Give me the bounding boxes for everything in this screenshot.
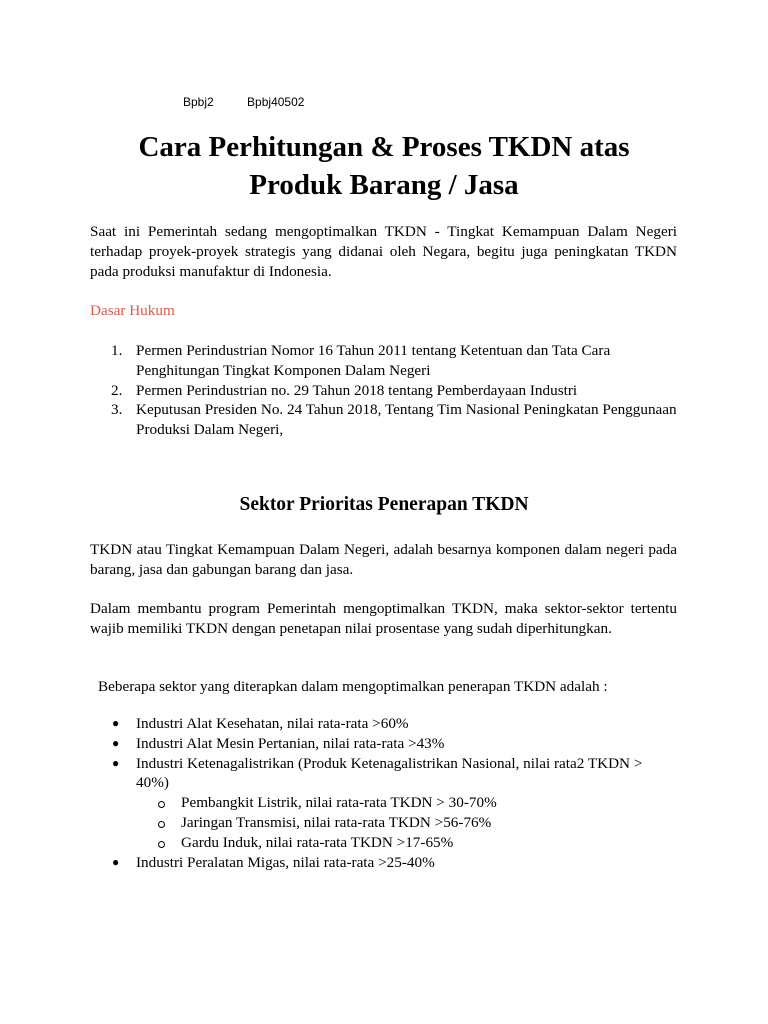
- legal-item-text: Permen Perindustrian no. 29 Tahun 2018 tentang Pemberdayaan Industri: [136, 381, 578, 399]
- legal-item: [108, 381, 678, 401]
- bullet-icon: ●: [112, 755, 120, 770]
- header-code-2: Bpbj40502: [247, 95, 305, 109]
- sector-item-text: Industri Peralatan Migas, nilai rata-rata >25-40%: [136, 853, 435, 871]
- legal-basis-list: [108, 341, 678, 440]
- definition-paragraph: TKDN atau Tingkat Kemampuan Dalam Negeri, adalah besarnya komponen dalam negeri pada barang, jasa dan gabungan barang dan jasa.: [90, 541, 677, 578]
- sectors-intro: Beberapa sektor yang diterapkan dalam mengoptimalkan penerapan TKDN adalah :: [98, 678, 608, 695]
- circle-bullet-icon: [158, 821, 165, 828]
- sub-sector-text: Jaringan Transmisi, nilai rata-rata TKDN >56-76%: [181, 813, 492, 831]
- sub-sector-text: Pembangkit Listrik, nilai rata-rata TKDN > 30-70%: [181, 794, 497, 812]
- bullet-icon: ●: [112, 854, 120, 869]
- title-line-2: Produk Barang / Jasa: [249, 169, 519, 201]
- intro-paragraph: Saat ini Pemerintah sedang mengoptimalkan TKDN - Tingkat Kemampuan Dalam Negeri terhadap proyek-proyek strategis yang didanai oleh Negara, begitu juga peningkatan TKDN pada produksi manufaktur di Indonesia.: [90, 223, 677, 280]
- program-paragraph: Dalam membantu program Pemerintah mengoptimalkan TKDN, maka sektor-sektor tertentu wajib memiliki TKDN dengan penetapan nilai prosentase yang sudah diperhitungkan.: [90, 600, 677, 637]
- legal-basis-heading: Dasar Hukum: [90, 302, 175, 319]
- header-codes: [183, 95, 304, 109]
- title-line-1: Cara Perhitungan & Proses TKDN atas: [138, 131, 630, 163]
- sub-sector-list: [136, 793, 678, 852]
- sector-item: [108, 853, 678, 873]
- sector-item-text: Industri Ketenagalistrikan (Produk Ketenagalistrikan Nasional, nilai rata2 TKDN > 40%): [136, 754, 643, 792]
- sector-item-text: Industri Alat Kesehatan, nilai rata-rata >60%: [136, 715, 409, 732]
- sector-item: [108, 754, 678, 853]
- legal-item-number: 1.: [111, 342, 123, 359]
- circle-bullet-icon: [158, 841, 165, 848]
- sector-item: [108, 714, 678, 734]
- legal-item-number: 2.: [111, 381, 123, 399]
- legal-item-text: Permen Perindustrian Nomor 16 Tahun 2011 tentang Ketentuan dan Tata Cara Penghitungan Tingkat Komponen Dalam Negeri: [136, 342, 611, 379]
- sub-sector-item: [136, 813, 678, 833]
- legal-item-text: Keputusan Presiden No. 24 Tahun 2018, Tentang Tim Nasional Peningkatan Penggunaan Produksi Dalam Negeri,: [136, 401, 677, 439]
- legal-item: [108, 341, 678, 381]
- document-title: [90, 128, 678, 204]
- circle-bullet-icon: [158, 801, 165, 808]
- sector-item: [108, 734, 678, 754]
- sub-sector-item: [136, 793, 678, 813]
- sub-sector-item: [136, 833, 678, 853]
- bullet-icon: ●: [112, 716, 120, 730]
- sub-sector-text: Gardu Induk, nilai rata-rata TKDN >17-65%: [181, 833, 454, 851]
- bullet-icon: ●: [112, 735, 120, 750]
- legal-item: [108, 400, 678, 440]
- sector-list: [108, 714, 678, 872]
- legal-item-number: 3.: [111, 401, 123, 419]
- header-code-1: Bpbj2: [183, 95, 214, 109]
- sector-item-text: Industri Alat Mesin Pertanian, nilai rata-rata >43%: [136, 734, 445, 752]
- section-heading: Sektor Prioritas Penerapan TKDN: [239, 494, 529, 515]
